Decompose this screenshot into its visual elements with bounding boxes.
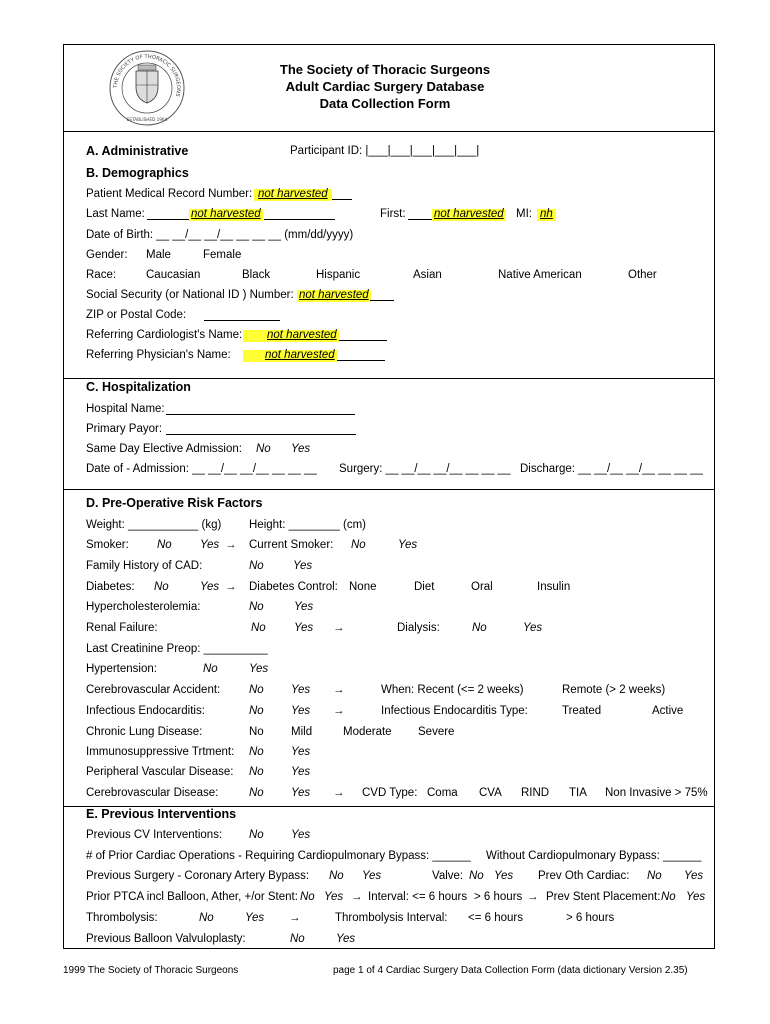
immunosuppressive-option-no[interactable]: No (249, 746, 264, 758)
cvd-option-no[interactable]: No (249, 787, 264, 799)
diabetes-control-label: Diabetes Control: (249, 581, 338, 593)
cvd-option-rind[interactable]: RIND (521, 787, 550, 799)
surgery-date-field[interactable]: Surgery: __ __/__ __/__ __ __ __ (339, 463, 511, 475)
diabetes-control-option-none[interactable]: None (349, 581, 377, 593)
cvd-option-tia[interactable]: TIA (569, 787, 587, 799)
ptca-option-yes[interactable]: Yes (324, 891, 344, 903)
seal-ring-text: THE SOCIETY OF THORACIC SURGEONS (112, 53, 182, 98)
prev-oth-option-no[interactable]: No (647, 870, 662, 882)
diabetes-option-yes[interactable]: Yes (200, 581, 220, 593)
smoker-arrow: → (225, 539, 237, 551)
participant-id-field[interactable]: Participant ID: |___|___|___|___|___| (290, 145, 480, 157)
race-option-other[interactable]: Other (628, 269, 657, 281)
endocarditis-type-label: Infectious Endocarditis Type: (381, 705, 528, 717)
cvd-arrow: → (333, 787, 345, 799)
pvd-label: Peripheral Vascular Disease: (86, 766, 234, 778)
diabetes-control-option-oral[interactable]: Oral (471, 581, 493, 593)
current-smoker-option-yes[interactable]: Yes (398, 539, 418, 551)
ref-physician-underline (337, 350, 385, 361)
cva-option-no[interactable]: No (249, 684, 264, 696)
thrombolysis-option-no[interactable]: No (199, 912, 214, 924)
ptca-arrow: → (351, 891, 363, 903)
ptca-option-no[interactable]: No (300, 891, 315, 903)
section-e-title: E. Previous Interventions (86, 807, 237, 821)
ptca-label: Prior PTCA incl Balloon, Ather, +/or Stent: (86, 891, 298, 903)
section-c-title: C. Hospitalization (86, 380, 191, 394)
immunosuppressive-label: Immunosuppressive Trtment: (86, 746, 235, 758)
smoker-label: Smoker: (86, 539, 129, 551)
form-title-line1: The Society of Thoracic Surgeons (279, 62, 491, 77)
dob-field[interactable]: Date of Birth: __ __/__ __/__ __ __ __ (mm/dd/yyyy) (86, 229, 354, 241)
diabetes-control-option-diet[interactable]: Diet (414, 581, 435, 593)
prior-ops-cpb-field[interactable]: # of Prior Cardiac Operations - Requiring Cardiopulmonary Bypass: ______ (86, 850, 471, 862)
lung-option-mild[interactable]: Mild (291, 726, 313, 738)
pvd-option-yes[interactable]: Yes (291, 766, 311, 778)
cab-option-yes[interactable]: Yes (362, 870, 382, 882)
divider-c (63, 378, 715, 379)
renal-failure-option-no[interactable]: No (251, 622, 266, 634)
endocarditis-label: Infectious Endocarditis: (86, 705, 205, 717)
section-a-title: A. Administrative (86, 144, 189, 158)
lung-option-severe[interactable]: Severe (418, 726, 455, 738)
prev-cv-option-yes[interactable]: Yes (291, 829, 311, 841)
same-day-option-no[interactable]: No (256, 443, 271, 455)
cvd-option-cva[interactable]: CVA (479, 787, 502, 799)
header-divider (63, 131, 715, 132)
current-smoker-label: Current Smoker: (249, 539, 334, 551)
mi-value[interactable]: nh (537, 209, 556, 221)
gender-option-male[interactable]: Male (146, 249, 171, 261)
cvd-type-label: CVD Type: (362, 787, 418, 799)
ref-physician-value[interactable]: not harvested (243, 350, 337, 362)
endocarditis-option-active[interactable]: Active (652, 705, 684, 717)
valve-label: Valve: (432, 870, 464, 882)
endocarditis-arrow: → (333, 705, 345, 717)
ssn-value[interactable]: not harvested (299, 289, 369, 301)
ssn-label: Social Security (or National ID ) Number: (86, 289, 294, 301)
lung-disease-label: Chronic Lung Disease: (86, 726, 203, 738)
balloon-option-no[interactable]: No (290, 933, 305, 945)
hypertension-option-no[interactable]: No (203, 663, 218, 675)
dialysis-option-yes[interactable]: Yes (523, 622, 543, 634)
thrombolysis-interval-le6[interactable]: <= 6 hours (468, 912, 523, 924)
current-smoker-option-no[interactable]: No (351, 539, 366, 551)
thrombolysis-arrow: → (289, 912, 301, 924)
stent-arrow: → (527, 891, 539, 903)
lung-option-no[interactable]: No (249, 726, 264, 738)
divider-d (63, 489, 715, 490)
zip-label: ZIP or Postal Code: (86, 309, 187, 321)
diabetes-option-no[interactable]: No (154, 581, 169, 593)
hypertension-option-yes[interactable]: Yes (249, 663, 269, 675)
hypertension-label: Hypertension: (86, 663, 157, 675)
creatinine-field[interactable]: Last Creatinine Preop: __________ (86, 643, 268, 655)
admission-date-field[interactable]: Date of - Admission: __ __/__ __/__ __ __ __ (86, 463, 317, 475)
race-label: Race: (86, 269, 117, 281)
first-name-underline (408, 209, 432, 220)
zip-input-line[interactable] (204, 310, 280, 321)
prev-surgery-cab-label: Previous Surgery - Coronary Artery Bypass: (86, 870, 310, 882)
section-d-title: D. Pre-Operative Risk Factors (86, 496, 263, 510)
mrn-value[interactable]: not harvested (254, 189, 332, 201)
endocarditis-option-yes[interactable]: Yes (291, 705, 311, 717)
race-option-hispanic[interactable]: Hispanic (316, 269, 361, 281)
thrombolysis-interval-label: Thrombolysis Interval: (335, 912, 448, 924)
weight-field[interactable]: Weight: ___________ (kg) (86, 519, 222, 531)
endocarditis-option-treated[interactable]: Treated (562, 705, 602, 717)
cva-when-remote[interactable]: Remote (> 2 weeks) (562, 684, 666, 696)
family-cad-option-yes[interactable]: Yes (293, 560, 313, 572)
thrombolysis-option-yes[interactable]: Yes (245, 912, 265, 924)
mrn-underline (332, 189, 352, 200)
seal-established-text: ESTABLISHED 1964 (126, 117, 168, 122)
renal-failure-label: Renal Failure: (86, 622, 158, 634)
section-b-title: B. Demographics (86, 166, 189, 180)
smoker-option-no[interactable]: No (157, 539, 172, 551)
gender-option-female[interactable]: Female (203, 249, 242, 261)
renal-failure-option-yes[interactable]: Yes (294, 622, 314, 634)
hypercholesterolemia-label: Hypercholesterolemia: (86, 601, 201, 613)
race-option-black[interactable]: Black (242, 269, 271, 281)
renal-arrow: → (333, 622, 345, 634)
dialysis-label: Dialysis: (397, 622, 440, 634)
prior-ops-without-cpb-field[interactable]: Without Cardiopulmonary Bypass: ______ (486, 850, 702, 862)
last-name-underline-left (147, 209, 189, 220)
hypercholesterolemia-option-yes[interactable]: Yes (294, 601, 314, 613)
prev-cv-label: Previous CV Interventions: (86, 829, 223, 841)
endocarditis-option-no[interactable]: No (249, 705, 264, 717)
balloon-valvuloplasty-label: Previous Balloon Valvuloplasty: (86, 933, 246, 945)
cvd-label: Cerebrovascular Disease: (86, 787, 219, 799)
ssn-underline (370, 290, 394, 301)
family-cad-label: Family History of CAD: (86, 560, 203, 572)
gender-label: Gender: (86, 249, 128, 261)
last-name-underline-right (264, 209, 335, 220)
balloon-option-yes[interactable]: Yes (336, 933, 356, 945)
discharge-date-field[interactable]: Discharge: __ __/__ __/__ __ __ __ (520, 463, 703, 475)
prev-stent-label: Prev Stent Placement: (546, 891, 661, 903)
valve-option-no[interactable]: No (469, 870, 484, 882)
first-name-value[interactable]: not harvested (434, 208, 504, 220)
last-name-label: Last Name: (86, 208, 145, 220)
prev-stent-option-no[interactable]: No (661, 891, 676, 903)
thrombolysis-interval-gt6[interactable]: > 6 hours (566, 912, 615, 924)
prev-oth-option-yes[interactable]: Yes (684, 870, 704, 882)
last-name-value[interactable]: not harvested (191, 208, 261, 220)
valve-option-yes[interactable]: Yes (494, 870, 514, 882)
hospital-name-input-line[interactable] (166, 404, 355, 415)
same-day-label: Same Day Elective Admission: (86, 443, 242, 455)
family-cad-option-no[interactable]: No (249, 560, 264, 572)
ptca-interval-le6[interactable]: Interval: <= 6 hours (368, 891, 468, 903)
cvd-option-non-invasive[interactable]: Non Invasive > 75% (605, 787, 708, 799)
hospital-name-label: Hospital Name: (86, 403, 165, 415)
cva-arrow: → (333, 684, 345, 696)
first-name-label: First: (380, 208, 406, 220)
footer-page-info: page 1 of 4 Cardiac Surgery Data Collection Form (data dictionary Version 2.35) (333, 965, 688, 976)
ref-cardiologist-label: Referring Cardiologist's Name: (86, 329, 243, 341)
prev-oth-cardiac-label: Prev Oth Cardiac: (538, 870, 630, 882)
prev-stent-option-yes[interactable]: Yes (686, 891, 706, 903)
race-option-asian[interactable]: Asian (413, 269, 442, 281)
cab-option-no[interactable]: No (329, 870, 344, 882)
hypercholesterolemia-option-no[interactable]: No (249, 601, 264, 613)
primary-payor-input-line[interactable] (166, 424, 356, 435)
same-day-option-yes[interactable]: Yes (291, 443, 311, 455)
smoker-option-yes[interactable]: Yes (200, 539, 220, 551)
diabetes-arrow: → (225, 581, 237, 593)
pvd-option-no[interactable]: No (249, 766, 264, 778)
primary-payor-label: Primary Payor: (86, 423, 163, 435)
mi-label: MI: (516, 208, 532, 220)
immunosuppressive-option-yes[interactable]: Yes (291, 746, 311, 758)
ref-cardiologist-underline (339, 330, 387, 341)
diabetes-control-option-insulin[interactable]: Insulin (537, 581, 571, 593)
race-option-native-american[interactable]: Native American (498, 269, 582, 281)
mrn-label: Patient Medical Record Number: (86, 188, 253, 200)
race-option-caucasian[interactable]: Caucasian (146, 269, 201, 281)
lung-option-moderate[interactable]: Moderate (343, 726, 392, 738)
cvd-option-yes[interactable]: Yes (291, 787, 311, 799)
prev-cv-option-no[interactable]: No (249, 829, 264, 841)
footer-copyright: 1999 The Society of Thoracic Surgeons (63, 965, 239, 976)
cva-option-yes[interactable]: Yes (291, 684, 311, 696)
cva-when-recent[interactable]: When: Recent (<= 2 weeks) (381, 684, 524, 696)
form-title-line2: Adult Cardiac Surgery Database (285, 79, 485, 94)
diabetes-label: Diabetes: (86, 581, 135, 593)
ptca-interval-gt6[interactable]: > 6 hours (474, 891, 523, 903)
cva-label: Cerebrovascular Accident: (86, 684, 221, 696)
height-field[interactable]: Height: ________ (cm) (249, 519, 366, 531)
ref-cardiologist-value[interactable]: not harvested (243, 330, 339, 342)
form-title-line3: Data Collection Form (319, 96, 451, 111)
cvd-option-coma[interactable]: Coma (427, 787, 458, 799)
thrombolysis-label: Thrombolysis: (86, 912, 158, 924)
ref-physician-label: Referring Physician's Name: (86, 349, 231, 361)
dialysis-option-no[interactable]: No (472, 622, 487, 634)
